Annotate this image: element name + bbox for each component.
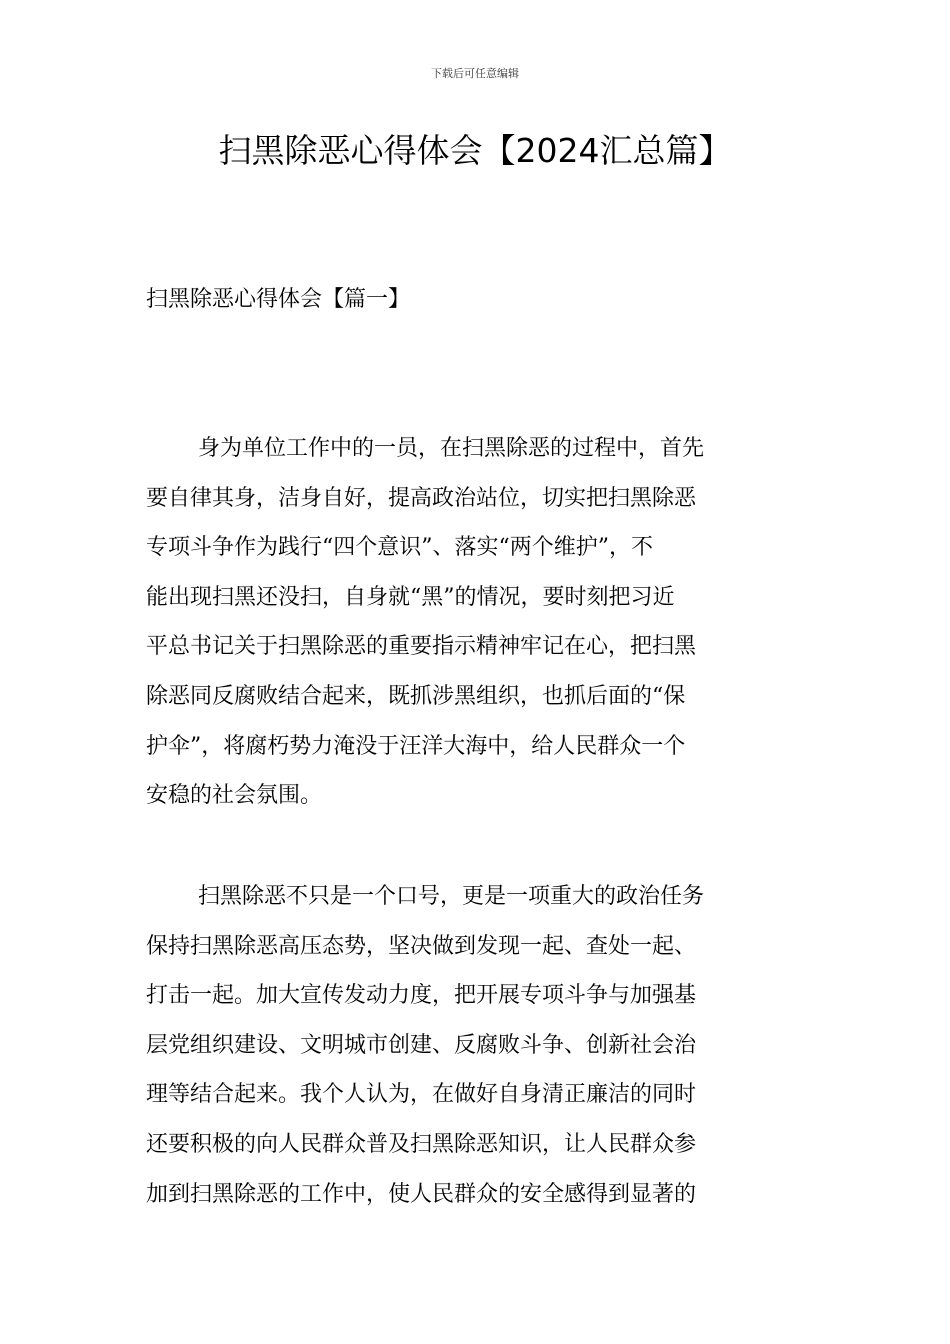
paragraph-line: 保持扫黑除恶高压态势，坚决做到发现一起、查处一起、 xyxy=(146,933,697,959)
body-paragraph xyxy=(146,424,806,821)
document-title: 扫黑除恶心得体会【2024汇总篇】 xyxy=(218,131,732,170)
paragraph-line: 安稳的社会氛围。 xyxy=(146,783,323,809)
paragraph-line: 身为单位工作中的一员，在扫黑除恶的过程中，首先 xyxy=(198,436,705,461)
paragraph-line: 专项斗争作为践行“四个意识”、落实“两个维护”，不 xyxy=(146,535,653,561)
paragraph-line: 理等结合起来。我个人认为，在做好自身清正廉洁的同时 xyxy=(146,1082,697,1108)
paragraph-line: 除恶同反腐败结合起来，既抓涉黑组织，也抓后面的“保 xyxy=(146,683,686,709)
body-paragraph xyxy=(146,872,806,1219)
paragraph-line: 层党组织建设、文明城市创建、反腐败斗争、创新社会治 xyxy=(146,1032,697,1058)
section-heading: 扫黑除恶心得体会【篇一】 xyxy=(146,287,411,312)
paragraph-line: 加到扫黑除恶的工作中，使人民群众的安全感得到显著的 xyxy=(146,1181,697,1207)
paragraph-line: 还要积极的向人民群众普及扫黑除恶知识，让人民群众参 xyxy=(146,1131,697,1157)
paragraph-line: 能出现扫黑还没扫，自身就“黑”的情况，要时刻把习近 xyxy=(146,584,675,610)
paragraph-line: 平总书记关于扫黑除恶的重要指示精神牢记在心，把扫黑 xyxy=(146,634,697,660)
paragraph-line: 打击一起。加大宣传发动力度，把开展专项斗争与加强基 xyxy=(146,983,697,1009)
header-note: 下载后可任意编辑 xyxy=(431,67,519,80)
paragraph-line: 要自律其身，洁身自好，提高政治站位，切实把扫黑除恶 xyxy=(146,485,697,511)
paragraph-line: 扫黑除恶不只是一个口号，更是一项重大的政治任务 xyxy=(198,884,705,909)
paragraph-line: 护伞”，将腐朽势力淹没于汪洋大海中，给人民群众一个 xyxy=(146,733,686,759)
